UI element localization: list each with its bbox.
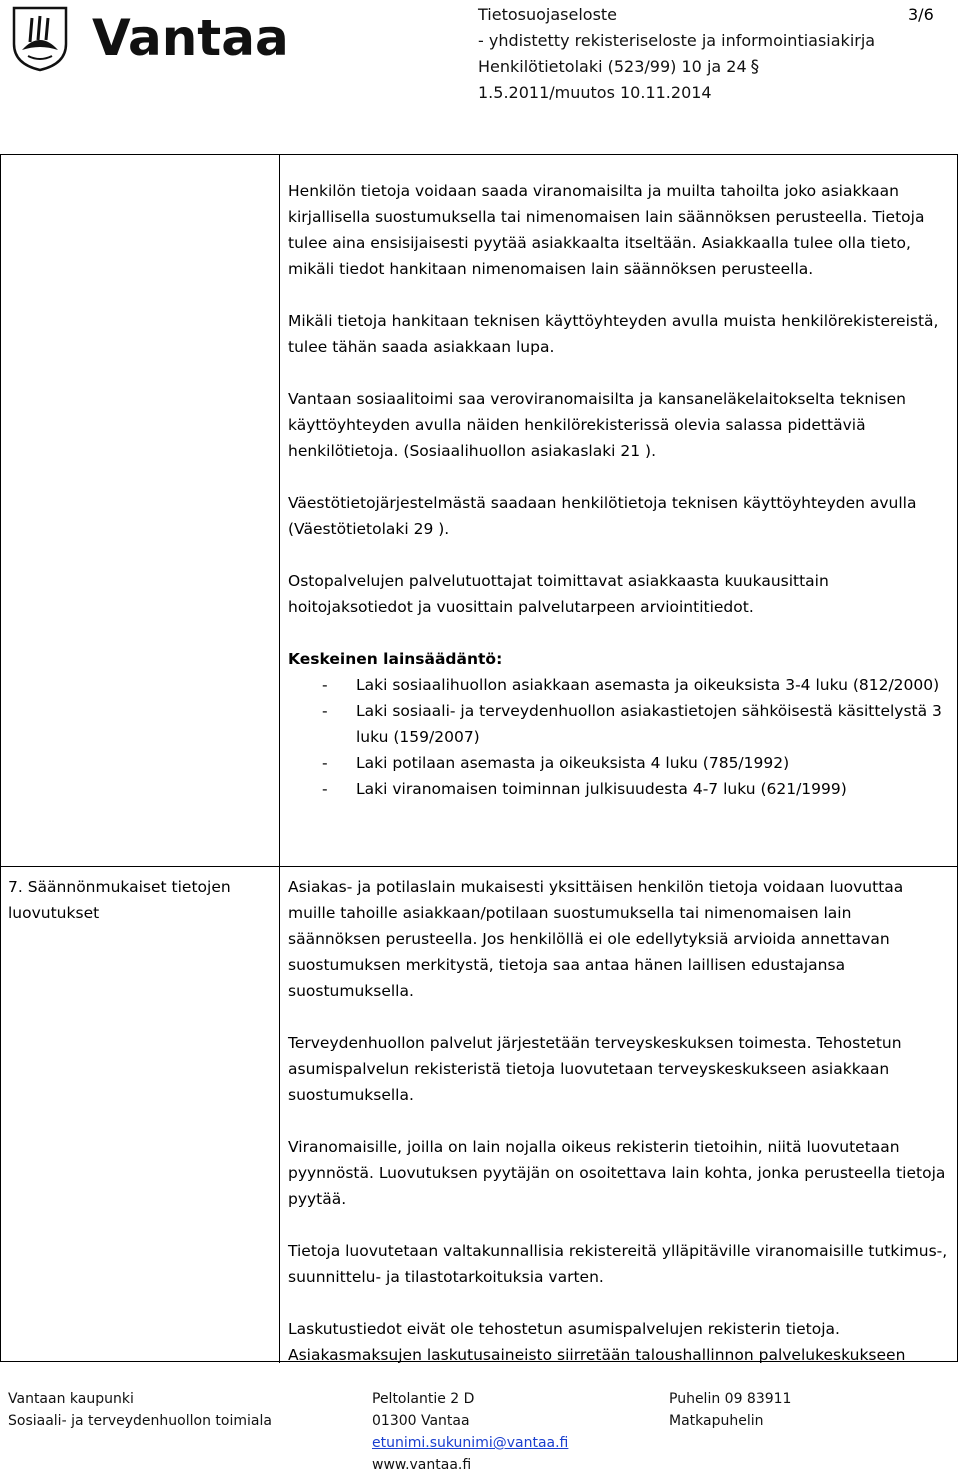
logo-wordmark: Vantaa [92,9,289,67]
row-divider [1,866,957,867]
paragraph: Henkilön tietoja voidaan saada viranomaisilta ja muilta tahoilta joko asiakkaan kirjallisella suostumuksella tai nimenomaisen lain säännöksen perusteella. Tietoja tulee aina ensisijaisesti pyytää asiakkaalta itseltään. Asiakkaalla tulee olla tieto, mikäli tiedot hankitaan nimenomaisen lain säännöksen perusteella. [288,182,925,278]
column-divider [279,866,280,1363]
email-link[interactable]: etunimi.sukunimi@vantaa.fi [372,1435,569,1451]
website-link[interactable]: www.vantaa.fi [372,1457,472,1473]
list-item: - Laki viranomaisen toiminnan julkisuudesta 4-7 luku (621/1999) [322,780,847,798]
footer-organization [8,1388,272,1432]
paragraph: Asiakas- ja potilaslain mukaisesti yksittäisen henkilön tietoja voidaan luovuttaa muille tahoille asiakkaan/potilaan suostumuksella tai nimenomaisen lain säännöksen perusteella. Jos henkilöllä ei ole edellytyksiä arvioida annettavan suostumuksen merkitystä, tietoja saa antaa hänen laillisen edustajansa suostumuksella. [288,878,904,1000]
paragraph: Terveydenhuollon palvelut järjestetään terveyskeskuksen toimesta. Tehostetun asumispalvelun rekisteristä tietoja luovutetaan terveyskeskukseen asiakkaan suostumuksella. [288,1034,902,1104]
legislation-list [288,672,948,802]
coat-of-arms-icon [8,4,78,72]
paragraph: Väestötietojärjestelmästä saadaan henkilötietoja teknisen käyttöyhteyden avulla (Väestötietolaki 29 ). [288,494,917,538]
vantaa-logo [8,4,288,72]
doc-date: 1.5.2011/muutos 10.11.2014 [478,83,712,102]
footer-line: 01300 Vantaa [372,1413,470,1429]
doc-title: Tietosuojaseloste [478,5,618,24]
paragraph: Laskutustiedot eivät ole tehostetun asumispalvelujen rekisterin tietoja. Asiakasmaksujen laskutusaineisto siirretään taloushallinnon palvelukeskukseen [288,1320,906,1364]
footer-line: Sosiaali- ja terveydenhuollon toimiala [8,1413,272,1429]
data-disclosures-section [288,874,948,1394]
page-number: 3/6 [908,5,934,24]
footer-line: Puhelin 09 83911 [669,1391,792,1407]
data-sources-section [288,178,948,802]
list-item: - Laki potilaan asemasta ja oikeuksista 4 luku (785/1992) [322,754,790,772]
footer-line: Matkapuhelin [669,1413,764,1429]
list-item: - Laki sosiaalihuollon asiakkaan asemasta ja oikeuksista 3-4 luku (812/2000) [322,676,940,694]
document-header [478,2,875,106]
column-divider [279,155,280,867]
doc-subtitle: - yhdistetty rekisteriseloste ja informointiasiakirja [478,31,876,50]
list-item: - Laki sosiaali- ja terveydenhuollon asiakastietojen sähköisestä käsittelystä 3 luku (159/2007) [322,702,942,746]
footer-line: Peltolantie 2 D [372,1391,475,1407]
paragraph: Tietoja luovutetaan valtakunnallisia rekistereitä ylläpitäville viranomaisille tutkimus-, suunnittelu- ja tilastotarkoituksia varten. [288,1242,948,1286]
legislation-heading: Keskeinen lainsäädäntö: [288,650,503,668]
paragraph: Mikäli tietoja hankitaan teknisen käyttöyhteyden avulla muista henkilörekistereistä, tulee tähän saada asiakkaan lupa. [288,312,939,356]
footer-address [372,1388,568,1476]
section-7-label: 7. Säännönmukaiset tietojen luovutukset [8,878,231,922]
section-mark-icon: § [750,57,760,77]
footer-contact [669,1388,791,1432]
paragraph: Ostopalvelujen palvelutuottajat toimittavat asiakkaasta kuukausittain hoitojaksotiedot ja vuosittain palvelutarpeen arviointitiedot. [288,572,829,616]
doc-law-reference: Henkilötietolaki (523/99) 10 ja 24 § [478,54,875,80]
paragraph: Viranomaisille, joilla on lain nojalla oikeus rekisterin tietoihin, niitä luovutetaan pyynnöstä. Luovutuksen pyytäjän on osoitettava lain kohta, jonka perusteella tietoja pyytää. [288,1138,946,1208]
footer-line: Vantaan kaupunki [8,1391,134,1407]
paragraph: Vantaan sosiaalitoimi saa veroviranomaisilta ja kansaneläkelaitokselta teknisen käyttöyhteyden avulla näiden henkilörekisterissä olevia salassa pidettäviä henkilötietoja. (Sosiaalihuollon asiakaslaki 21 ). [288,390,906,460]
